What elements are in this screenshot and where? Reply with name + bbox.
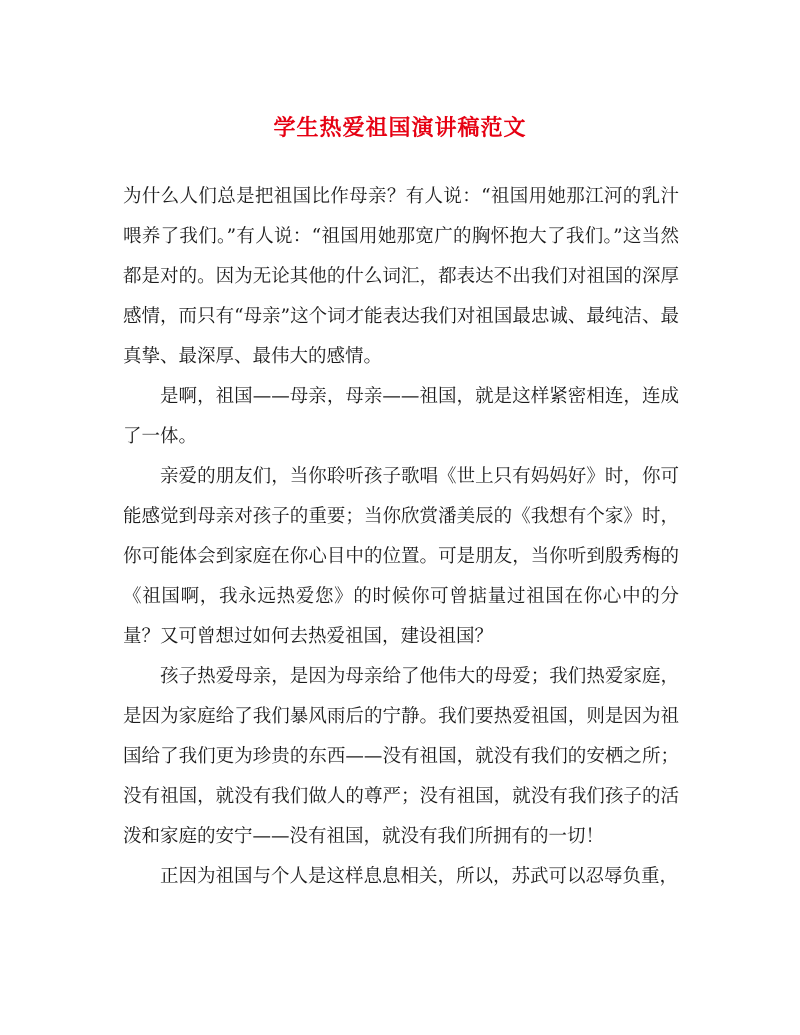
paragraph-2: 是啊，祖国——母亲，母亲——祖国，就是这样紧密相连，连成了一体。	[123, 386, 679, 447]
paragraph-3: 亲爱的朋友们，当你聆听孩子歌唱《世上只有妈妈好》时，你可能感觉到母亲对孩子的重要；当你欣赏潘美辰的《我想有个家》时，你可能体会到家庭在你心目中的位置。可是朋友，当你听到殷秀梅的《祖国啊，我永远热爱您》的时候你可曾掂量过祖国在你心中的分量？又可曾想过如何去热爱祖国，建设祖国？	[123, 466, 679, 647]
paragraph-5: 正因为祖国与个人是这样息息相关，所以，苏武可以忍辱负重，	[160, 866, 679, 887]
document-title: 学生热爱祖国演讲稿范文	[273, 115, 527, 141]
document-body	[123, 177, 679, 897]
paragraph-1: 为什么人们总是把祖国比作母亲？有人说：“祖国用她那江河的乳汁喂养了我们。”有人说：“祖国用她那宽广的胸怀抱大了我们。”这当然都是对的。因为无论其他的什么词汇，都表达不出我们对祖国的深厚感情，而只有“母亲”这个词才能表达我们对祖国最忠诚、最纯洁、最真挚、最深厚、最伟大的感情。	[123, 186, 679, 367]
paragraph-4: 孩子热爱母亲，是因为母亲给了他伟大的母爱；我们热爱家庭，是因为家庭给了我们暴风雨后的宁静。我们要热爱祖国，则是因为祖国给了我们更为珍贵的东西——没有祖国，就没有我们的安栖之所；没有祖国，就没有我们做人的尊严；没有祖国，就没有我们孩子的活泼和家庭的安宁——没有祖国，就没有我们所拥有的一切！	[123, 666, 679, 847]
